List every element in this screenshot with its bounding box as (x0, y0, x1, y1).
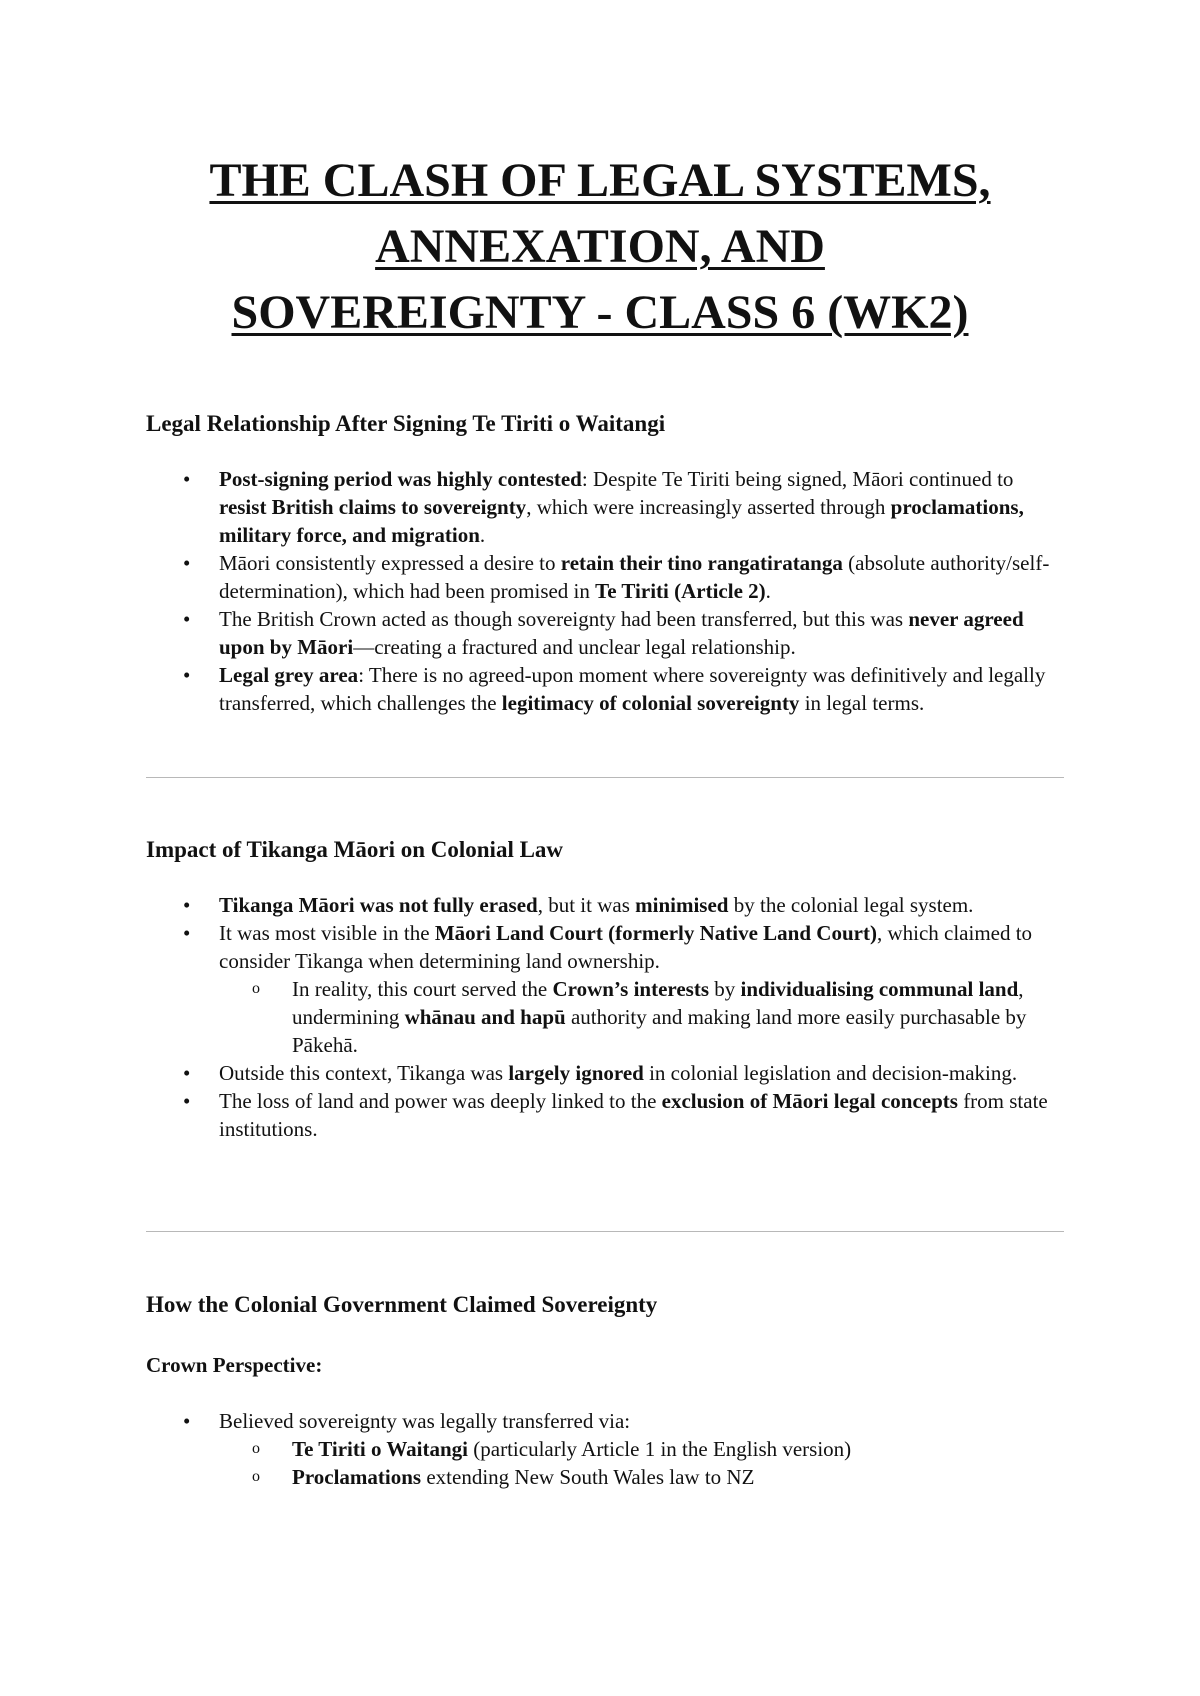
bullet-list (146, 1407, 1066, 1491)
list-item: • Māori consistently expressed a desire to retain their tino rangatiratanga (absolute authority/self-determination), which had been promised in Te Tiriti (Article 2). (146, 549, 1066, 605)
title-line-3: SOVEREIGNTY - CLASS 6 (WK2) (231, 286, 969, 339)
section-colonial-sovereignty (146, 1291, 1066, 1491)
list-item: • Post-signing period was highly contested: Despite Te Tiriti being signed, Māori continued to resist British claims to sovereignty, which were increasingly asserted through proclamations, military force, and migration. (146, 465, 1066, 549)
sub-list-item: o Te Tiriti o Waitangi (particularly Article 1 in the English version) (219, 1435, 1066, 1463)
sub-list-item: o Proclamations extending New South Wales law to NZ (219, 1463, 1066, 1491)
section-heading: Impact of Tikanga Māori on Colonial Law (146, 837, 564, 862)
sub-list (219, 975, 1066, 1059)
title-line-2: ANNEXATION, AND (375, 220, 825, 273)
list-item: • It was most visible in the Māori Land Court (formerly Native Land Court), which claimed to consider Tikanga when determining land ownership. o In reality, this court served the Crown’s interests by individualising communal land, undermining whānau and hapū authority and making land more easily purchasable by Pākehā. (146, 919, 1066, 1059)
section-subheading: Crown Perspective: (146, 1353, 323, 1377)
section-impact-of-tikanga (146, 836, 1066, 1143)
horizontal-divider (146, 1231, 1064, 1232)
list-item: • Tikanga Māori was not fully erased, but it was minimised by the colonial legal system. (146, 891, 1066, 919)
document-title (120, 148, 1080, 346)
list-item: • Legal grey area: There is no agreed-upon moment where sovereignty was definitively and legally transferred, which challenges the legitimacy of colonial sovereignty in legal terms. (146, 661, 1066, 717)
section-heading: How the Colonial Government Claimed Sovereignty (146, 1292, 658, 1317)
list-item: • Outside this context, Tikanga was largely ignored in colonial legislation and decision-making. (146, 1059, 1066, 1087)
bullet-list (146, 891, 1066, 1143)
section-legal-relationship (146, 410, 1066, 717)
list-item: • The loss of land and power was deeply linked to the exclusion of Māori legal concepts from state institutions. (146, 1087, 1066, 1143)
sub-list (219, 1435, 1066, 1491)
section-heading: Legal Relationship After Signing Te Tiriti o Waitangi (146, 411, 666, 436)
title-line-1: THE CLASH OF LEGAL SYSTEMS, (209, 154, 991, 207)
horizontal-divider (146, 777, 1064, 778)
bullet-list (146, 465, 1066, 717)
sub-list-item: o In reality, this court served the Crown’s interests by individualising communal land, undermining whānau and hapū authority and making land more easily purchasable by Pākehā. (219, 975, 1066, 1059)
list-item: • Believed sovereignty was legally transferred via: o Te Tiriti o Waitangi (particularly Article 1 in the English version) o Proclamations extending New South Wales law to NZ (146, 1407, 1066, 1491)
list-item: • The British Crown acted as though sovereignty had been transferred, but this was never agreed upon by Māori—creating a fractured and unclear legal relationship. (146, 605, 1066, 661)
